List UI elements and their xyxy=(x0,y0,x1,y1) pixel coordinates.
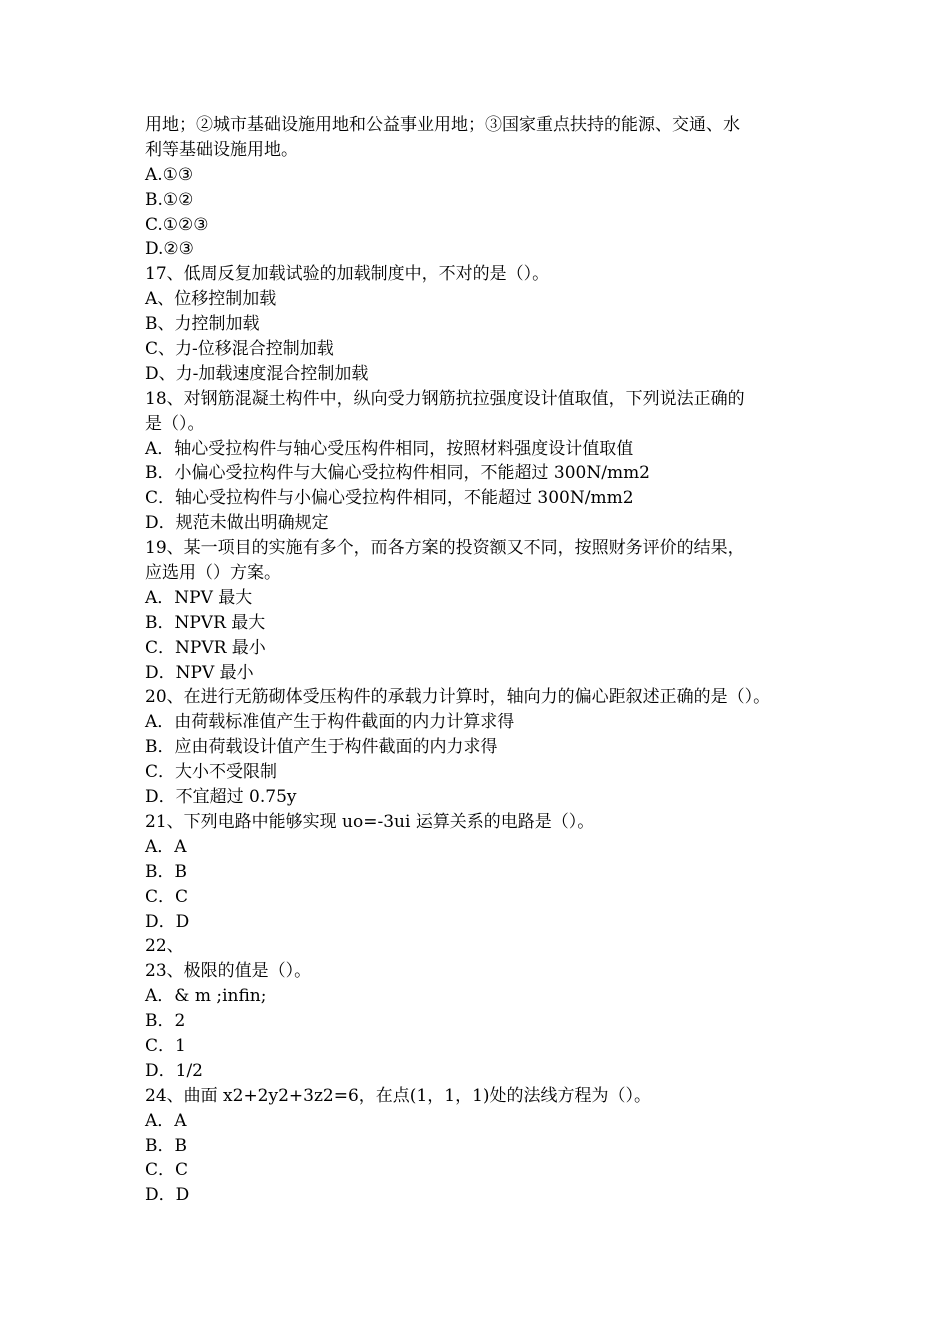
option-line: D．NPV 最小 xyxy=(145,662,254,683)
option-line: C．大小不受限制 xyxy=(145,762,278,783)
question-line: 21、下列电路中能够实现 uo=-3ui 运算关系的电路是（）。 xyxy=(145,811,595,832)
text-line: 用地；②城市基础设施用地和公益事业用地；③国家重点扶持的能源、交通、水 xyxy=(145,115,740,135)
option-line: B、力控制加载 xyxy=(145,314,260,335)
option-line: D．不宜超过 0.75y xyxy=(145,787,297,808)
question-line: 20、在进行无筋砌体受压构件的承载力计算时，轴向力的偏心距叙述正确的是（）。 xyxy=(145,687,771,708)
question-line: 18、对钢筋混凝土构件中，纵向受力钢筋抗拉强度设计值取值，下列说法正确的 xyxy=(145,388,745,409)
question-line: 23、极限的值是（）。 xyxy=(145,961,312,982)
option-line: C、力-位移混合控制加载 xyxy=(145,339,334,360)
option-line: A．& m ;infin; xyxy=(145,986,267,1007)
option-line: A.①③ xyxy=(145,164,194,185)
question-line: 24、曲面 x2+2y2+3z2=6，在点(1，1，1)处的法线方程为（）。 xyxy=(145,1085,652,1106)
option-line: A、位移控制加载 xyxy=(145,289,277,310)
option-line: C．轴心受拉构件与小偏心受拉构件相同，不能超过 300N/mm2 xyxy=(145,488,634,509)
option-line: A．由荷载标准值产生于构件截面的内力计算求得 xyxy=(145,712,515,733)
option-line: B．NPVR 最大 xyxy=(145,612,266,633)
option-line: B．B xyxy=(145,1135,187,1156)
question-line: 应选用（）方案。 xyxy=(145,563,281,584)
option-line: B．小偏心受拉构件与大偏心受拉构件相同，不能超过 300N/mm2 xyxy=(145,463,651,484)
option-line: B.①② xyxy=(145,189,194,210)
option-line: C．NPVR 最小 xyxy=(145,637,266,658)
option-line: D．D xyxy=(145,911,190,932)
text-line: 利等基础设施用地。 xyxy=(145,139,298,160)
option-line: D．规范未做出明确规定 xyxy=(145,513,329,534)
option-line: C．1 xyxy=(145,1035,186,1056)
option-line: A．NPV 最大 xyxy=(145,587,253,608)
option-line: B．B xyxy=(145,861,187,882)
option-line: B．应由荷载设计值产生于构件截面的内力求得 xyxy=(145,737,498,758)
option-line: C．C xyxy=(145,886,189,907)
question-line: 17、低周反复加载试验的加载制度中，不对的是（）。 xyxy=(145,264,550,285)
option-line: D．1/2 xyxy=(145,1060,203,1081)
option-line: A．A xyxy=(145,836,187,857)
question-line: 是（）。 xyxy=(145,413,205,434)
option-line: A．A xyxy=(145,1110,187,1131)
option-line: D．D xyxy=(145,1185,190,1206)
option-line: D、力-加载速度混合控制加载 xyxy=(145,363,369,384)
question-line: 22、 xyxy=(145,936,184,957)
option-line: D.②③ xyxy=(145,239,194,260)
question-line: 19、某一项目的实施有多个，而各方案的投资额又不同，按照财务评价的结果， xyxy=(145,538,745,559)
option-line: A．轴心受拉构件与轴心受压构件相同，按照材料强度设计值取值 xyxy=(145,438,634,459)
option-line: B．2 xyxy=(145,1011,186,1032)
document-page xyxy=(145,113,815,1208)
option-line: C.①②③ xyxy=(145,214,209,235)
option-line: C．C xyxy=(145,1160,189,1181)
